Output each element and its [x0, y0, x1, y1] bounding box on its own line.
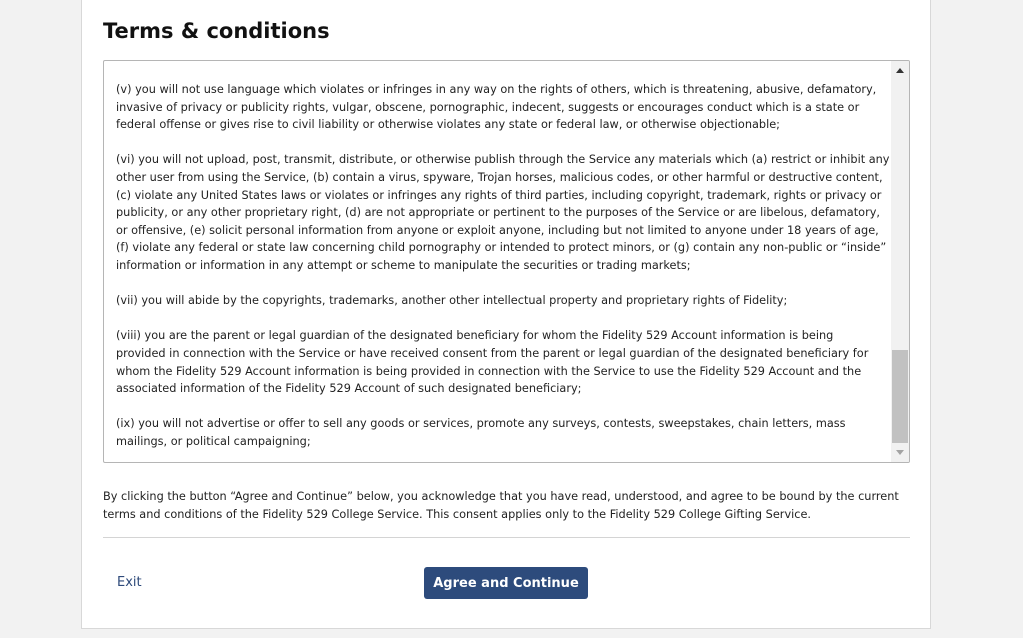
terms-paragraph: (ix) you will not advertise or offer to sell any goods or services, promote any surveys, contests, sweepstakes, chain letters, mass mailings, or political campaigning;	[116, 417, 846, 448]
terms-paragraph: (v) you will not use language which violates or infringes in any way on the rights of others, which is threatening, abusive, defamatory, invasive of privacy or publicity rights, vulgar, obscene, pornographic, indecent, suggests or encourages conduct which is a state or federal offense or gives rise to civil liability or otherwise violates any state or federal law, or otherwise objectionable;	[116, 83, 877, 132]
terms-text	[116, 81, 890, 463]
page-title: Terms & conditions	[103, 19, 330, 43]
scrollbar-thumb[interactable]	[892, 350, 908, 443]
terms-scroll-box[interactable]	[103, 60, 910, 463]
agree-and-continue-button[interactable]: Agree and Continue	[424, 567, 588, 599]
scrollbar[interactable]	[891, 61, 909, 462]
terms-paragraph: (vi) you will not upload, post, transmit, distribute, or otherwise publish through the Service any materials which (a) restrict or inhibit any other user from using the Service, (b) contain a virus, spyware, Trojan horses, malicious codes, or other harmful or destructive content, (c) violate any United States laws or violates or infringes any rights of third parties, including copyright, trademark, rights or privacy or publicity, or any other proprietary right, (d) are not appropriate or pertinent to the purposes of the Service or are libelous, defamatory, or offensive, (e) solicit personal information from anyone or exploit anyone, including but not limited to anyone under 18 years of age, (f) violate any federal or state law concerning child pornography or intended to protect minors, or (g) contain any non-public or “inside” information or information in any attempt or scheme to manipulate the securities or trading markets;	[116, 153, 890, 272]
scroll-down-arrow-icon[interactable]	[896, 450, 904, 455]
terms-card	[81, 0, 931, 629]
terms-paragraph: (viii) you are the parent or legal guardian of the designated beneficiary for whom the Fidelity 529 Account information is being provided in connection with the Service or have received consent from the parent or legal guardian of the designated beneficiary for whom the Fidelity 529 Account information is being provided in connection with the Service to use the Fidelity 529 Account and the associated information of the Fidelity 529 Account of such designated beneficiary;	[116, 329, 869, 396]
scroll-up-arrow-icon[interactable]	[896, 68, 904, 73]
divider	[103, 537, 910, 538]
terms-paragraph: (vii) you will abide by the copyrights, trademarks, another other intellectual property and proprietary rights of Fidelity;	[116, 294, 788, 308]
consent-text: By clicking the button “Agree and Continue” below, you acknowledge that you have read, understood, and agree to be bound by the current terms and conditions of the Fidelity 529 College Service. This consent applies only to the Fidelity 529 College Gifting Service.	[103, 490, 899, 521]
exit-link[interactable]: Exit	[117, 575, 142, 590]
